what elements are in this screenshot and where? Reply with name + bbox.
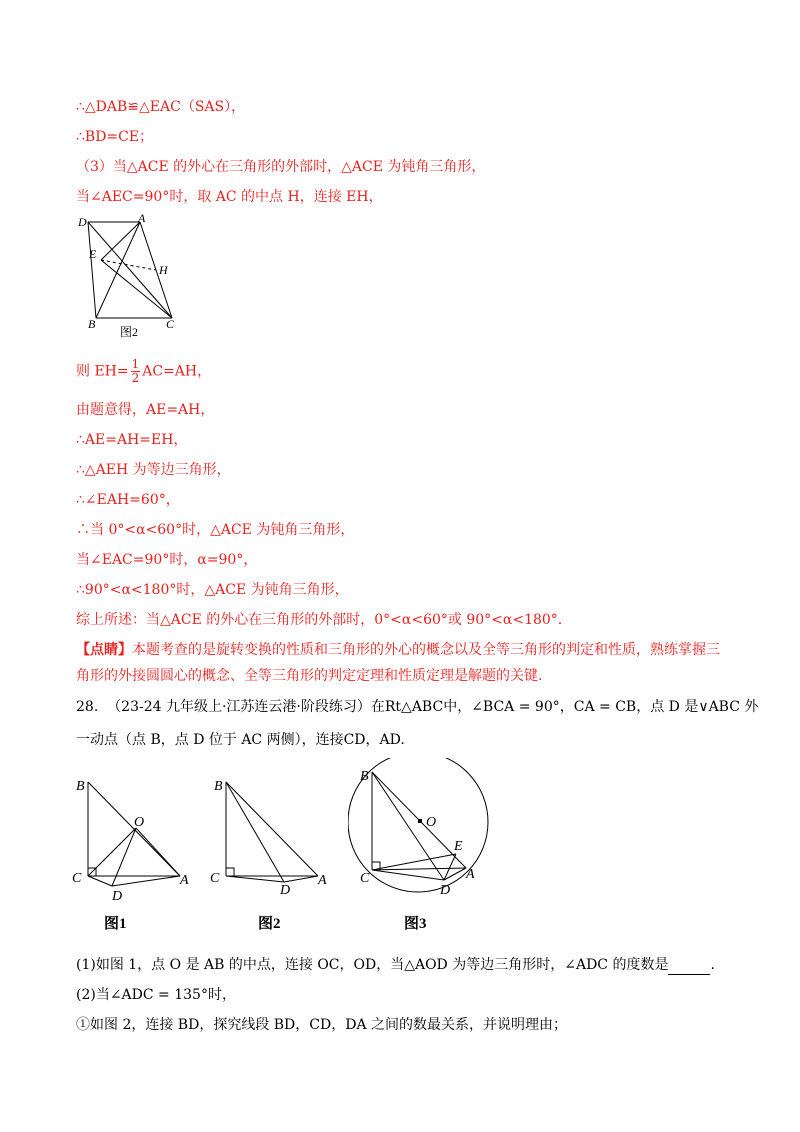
fig-top-label-B: B	[88, 317, 96, 331]
fig2-label-D: D	[280, 883, 291, 898]
fraction-numerator: 1	[131, 357, 140, 371]
solution-line-8: ∴△AEH 为等边三角形，	[76, 462, 231, 478]
question-2: (2)当∠ADC = 135°时，	[76, 987, 236, 1003]
comment-line-2: 角形的外接圆圆心的概念、全等三角形的判定定理和性质定理是解题的关键.	[76, 668, 543, 684]
eh-prefix: 则 EH=	[76, 363, 129, 380]
answer-blank	[668, 960, 710, 975]
solution-line-5	[76, 358, 211, 385]
solution-line-12: ∴90°<α<180°时，△ACE 为钝角三角形，	[76, 582, 349, 598]
figure-1	[68, 768, 198, 938]
fig1-label-A: A	[180, 873, 189, 888]
fig-top-label-D: D	[78, 215, 87, 229]
fig2-label-A: A	[318, 873, 327, 888]
solution-line-2: ∴BD=CE；	[76, 129, 154, 145]
figure-2	[208, 768, 338, 938]
problem-line-2: 一动点（点 B，点 D 位于 AC 两侧），连接CD，AD.	[76, 732, 405, 748]
solution-line-3: （3）当△ACE 的外心在三角形的外部时，△ACE 为钝角三角形，	[76, 159, 486, 175]
eh-suffix: AC=AH，	[142, 363, 212, 380]
fig-top-label-H: H	[159, 263, 168, 277]
fig2-label-B: B	[214, 779, 223, 794]
fig-top-label-C: C	[166, 317, 175, 331]
fig3-label-O: O	[426, 815, 437, 830]
figure-top-parallelogram	[76, 210, 186, 340]
fig3-label-E: E	[454, 839, 463, 854]
fig-top-caption: 图2	[120, 325, 139, 339]
fig-top-label-E: E	[89, 247, 97, 261]
fig3-center-dot	[418, 819, 422, 823]
fig1-label-O: O	[134, 815, 145, 830]
solution-line-4: 当∠AEC=90°时，取 AC 的中点 H，连接 EH，	[76, 189, 383, 205]
solution-line-7: ∴AE=AH=EH，	[76, 432, 188, 448]
solution-line-6: 由题意得，AE=AH，	[76, 402, 215, 418]
comment-line-1	[76, 640, 720, 660]
question-2-part-1: ①如图 2，连接 BD，探究线段 BD，CD，DA 之间的数最关系，并说明理由；	[76, 1017, 568, 1033]
problem-stem-a: 在Rt△ABC中，∠BCA = 90°，CA = CB，点 D 是∨ABC 外	[370, 699, 759, 715]
fig1-label-B: B	[76, 779, 85, 794]
fig2-caption: 图2	[258, 916, 281, 932]
comment-tag: 【点睛】	[76, 642, 132, 658]
fig3-label-A: A	[466, 867, 475, 882]
fig3-label-D: D	[440, 883, 451, 898]
solution-line-9: ∴∠EAH=60°，	[76, 492, 180, 508]
question-1-end: .	[710, 957, 715, 973]
fig3-caption: 图3	[404, 916, 427, 932]
fig3-label-C: C	[360, 871, 370, 886]
question-1-text: (1)如图 1，点 O 是 AB 的中点，连接 OC，OD，当△AOD 为等边三角形时，∠ADC 的度数是	[76, 957, 669, 973]
half-fraction	[131, 358, 141, 385]
solution-line-10: ∴当 0°<α<60°时，△ACE 为钝角三角形，	[76, 522, 355, 538]
fig-top-label-A: A	[138, 211, 146, 225]
problem-number: 28.	[76, 699, 99, 715]
fig1-label-D: D	[112, 889, 123, 904]
fig1-caption: 图1	[104, 916, 127, 932]
solution-line-1: ∴△DAB≌△EAC（SAS），	[76, 99, 246, 115]
solution-line-11: 当∠EAC=90°时，α=90°，	[76, 552, 258, 568]
question-1	[76, 955, 715, 975]
fig1-label-C: C	[72, 871, 82, 886]
comment-text-1: 本题考查的是旋转变换的性质和三角形的外心的概念以及全等三角形的判定和性质，熟练掌握三	[132, 642, 720, 658]
fraction-denominator: 2	[131, 371, 140, 385]
fig3-label-B: B	[360, 769, 369, 784]
problem-source: （23-24 九年级上·江苏连云港·阶段练习）	[107, 699, 371, 715]
solution-line-13: 综上所述：当△ACE 的外心在三角形的外部时，0°<α<60°或 90°<α<180°.	[76, 612, 563, 628]
problem-line-1	[76, 697, 758, 717]
figure-3	[348, 758, 498, 938]
fig2-label-C: C	[210, 871, 220, 886]
